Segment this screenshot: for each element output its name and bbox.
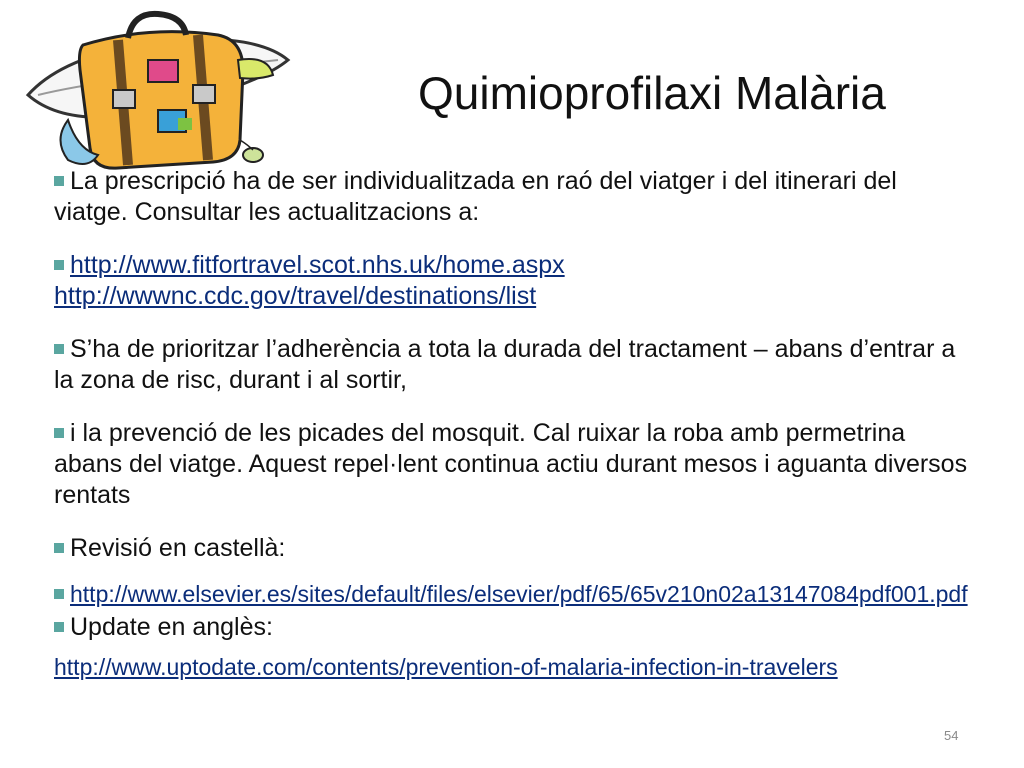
suitcase-surfboard-icon bbox=[8, 0, 308, 185]
list-item bbox=[54, 653, 974, 681]
list-item-text: La prescripció ha de ser individualitzada en raó del viatger i del itinerari del viatge. Consultar les actualitzacions a: bbox=[54, 167, 897, 226]
list-item bbox=[54, 166, 974, 228]
square-bullet-icon bbox=[54, 176, 64, 186]
square-bullet-icon bbox=[54, 589, 64, 599]
link-cdc[interactable]: http://wwwnc.cdc.gov/travel/destinations/list bbox=[54, 282, 537, 310]
link-uptodate[interactable]: http://www.uptodate.com/contents/prevention-of-malaria-infection-in-travelers bbox=[54, 654, 838, 680]
square-bullet-icon bbox=[54, 260, 64, 270]
slide-title: Quimioprofilaxi Malària bbox=[418, 67, 886, 119]
square-bullet-icon bbox=[54, 543, 64, 553]
list-item bbox=[54, 580, 974, 608]
list-item bbox=[54, 533, 974, 564]
list-item-text: S’ha de prioritzar l’adherència a tota la durada del tractament – abans d’entrar a la zona de risc, durant i al sortir, bbox=[54, 335, 956, 394]
list-item-text: Update en anglès: bbox=[70, 613, 273, 641]
list-item bbox=[54, 250, 974, 312]
list-item bbox=[54, 418, 974, 511]
square-bullet-icon bbox=[54, 428, 64, 438]
link-elsevier[interactable]: http://www.elsevier.es/sites/default/files/elsevier/pdf/65/65v210n02a13147084pdf001.pdf bbox=[70, 581, 968, 607]
list-item-text: i la prevenció de les picades del mosquit. Cal ruixar la roba amb permetrina abans del viatge. Aquest repel·lent continua actiu durant mesos i aguanta diversos rentats bbox=[54, 419, 968, 509]
link-fitfortravel[interactable]: http://www.fitfortravel.scot.nhs.uk/home.aspx bbox=[70, 251, 565, 279]
page-number: 54 bbox=[944, 728, 959, 743]
bullet-list bbox=[54, 166, 974, 680]
square-bullet-icon bbox=[54, 622, 64, 632]
list-item bbox=[54, 334, 974, 396]
list-item bbox=[54, 612, 974, 643]
square-bullet-icon bbox=[54, 344, 64, 354]
list-item-text: Revisió en castellà: bbox=[70, 534, 286, 562]
